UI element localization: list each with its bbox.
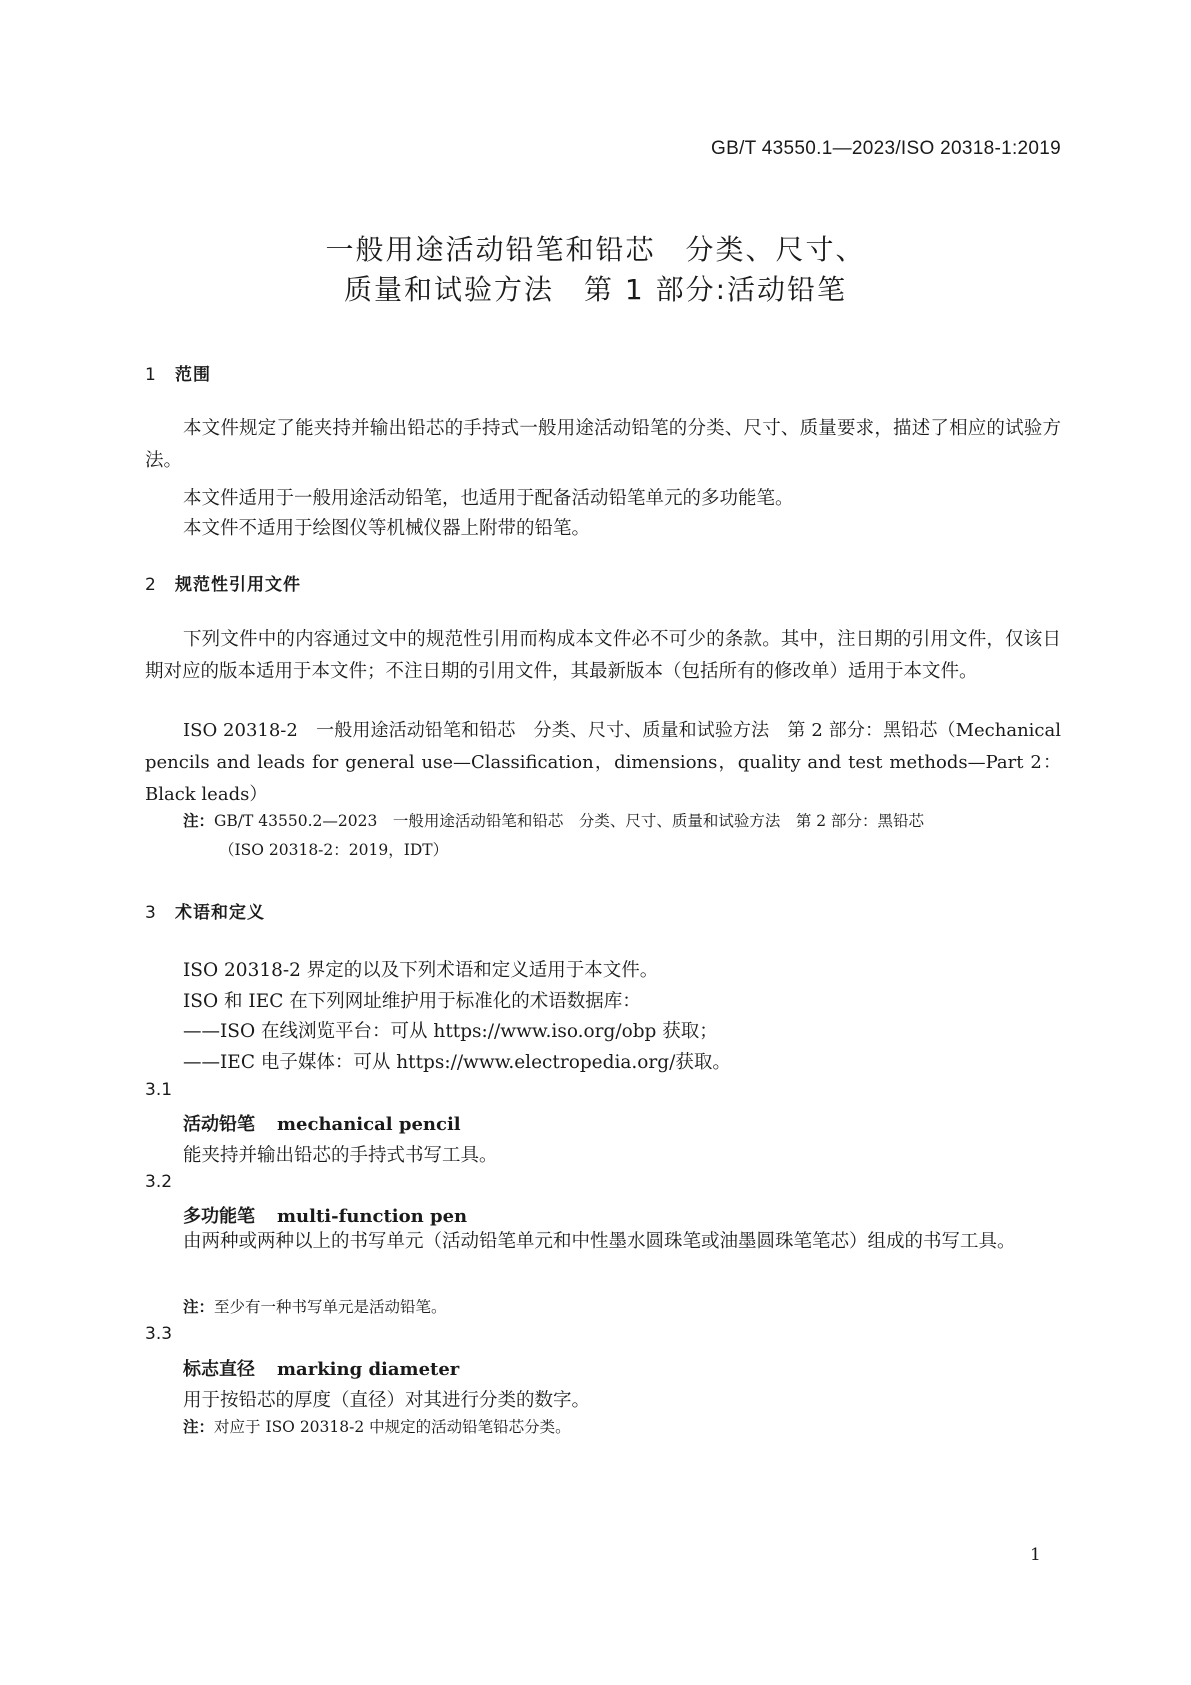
section-number: 3	[145, 903, 157, 923]
term-note	[183, 1413, 1061, 1442]
section-number: 1	[145, 365, 157, 385]
section-title: 范围	[175, 365, 211, 385]
document-title-line-2: 质量和试验方法 第 1 部分:活动铅笔	[343, 273, 848, 306]
section-3-heading	[145, 898, 265, 923]
normative-reference: ISO 20318-2 一般用途活动铅笔和铅芯 分类、尺寸、质量和试验方法 第 2 部分：黑铅芯（Mechanical pencils and leads for general use—Classification，dimensions，quality and test methods—Part 2：Black leads）	[145, 720, 1061, 805]
section-1-heading	[145, 360, 211, 385]
section-3-line-2: ISO 和 IEC 在下列网址维护用于标准化的术语数据库：	[183, 991, 641, 1012]
section-3-line-3: ——ISO 在线浏览平台：可从 https://www.iso.org/obp 获取；	[183, 1021, 718, 1042]
standard-code: GB/T 43550.1—2023/ISO 20318-1:2019	[711, 138, 1061, 159]
section-title: 术语和定义	[175, 903, 265, 923]
note-label: 注：	[183, 812, 215, 830]
term-definition: 能夹持并输出铅芯的手持式书写工具。	[183, 1145, 498, 1166]
note-text: 至少有一种书写单元是活动铅笔。	[214, 1298, 447, 1316]
note-label: 注：	[183, 1418, 215, 1436]
section-1-paragraph-1: 本文件规定了能夹持并输出铅芯的手持式一般用途活动铅笔的分类、尺寸、质量要求，描述了相应的试验方法。	[145, 418, 1061, 471]
term-chinese: 标志直径	[183, 1359, 255, 1380]
section-2-paragraph-1: 下列文件中的内容通过文中的规范性引用而构成本文件必不可少的条款。其中，注日期的引用文件，仅该日期对应的版本适用于本文件；不注日期的引用文件，其最新版本（包括所有的修改单）适用于本文件。	[145, 629, 1061, 682]
section-number: 2	[145, 575, 157, 595]
section-3-line-4: ——IEC 电子媒体：可从 https://www.electropedia.org/获取。	[183, 1052, 731, 1073]
section-3-line-1: ISO 20318-2 界定的以及下列术语和定义适用于本文件。	[183, 960, 659, 981]
term-number: 3.2	[145, 1172, 173, 1192]
page-number: 1	[1030, 1545, 1041, 1565]
note-label: 注：	[183, 1298, 215, 1316]
term-definition: 用于按铅芯的厚度（直径）对其进行分类的数字。	[183, 1390, 591, 1411]
section-2-note-continuation: （ISO 20318-2：2019，IDT）	[219, 841, 449, 859]
term-note	[183, 1293, 1061, 1322]
note-text: 对应于 ISO 20318-2 中规定的活动铅笔铅芯分类。	[214, 1418, 571, 1436]
term-definition: 由两种或两种以上的书写单元（活动铅笔单元和中性墨水圆珠笔或油墨圆珠笔笔芯）组成的书写工具。	[183, 1231, 1016, 1252]
section-title: 规范性引用文件	[175, 575, 301, 595]
term-english: mechanical pencil	[277, 1114, 461, 1135]
section-2-note	[183, 807, 1061, 836]
term-name	[183, 1202, 467, 1228]
section-2-heading	[145, 570, 301, 595]
term-name	[183, 1355, 459, 1381]
section-1-paragraph-3: 本文件不适用于绘图仪等机械仪器上附带的铅笔。	[183, 518, 591, 539]
term-number: 3.1	[145, 1080, 173, 1100]
term-name	[183, 1110, 461, 1136]
term-chinese: 多功能笔	[183, 1206, 255, 1227]
term-english: marking diameter	[277, 1359, 460, 1380]
term-chinese: 活动铅笔	[183, 1114, 255, 1135]
term-english: multi-function pen	[277, 1206, 468, 1227]
term-number: 3.3	[145, 1324, 173, 1344]
note-text: GB/T 43550.2—2023 一般用途活动铅笔和铅芯 分类、尺寸、质量和试验方法 第 2 部分：黑铅芯	[214, 812, 925, 830]
document-title-line-1: 一般用途活动铅笔和铅芯 分类、尺寸、	[325, 233, 866, 266]
section-1-paragraph-2: 本文件适用于一般用途活动铅笔，也适用于配备活动铅笔单元的多功能笔。	[183, 488, 794, 509]
